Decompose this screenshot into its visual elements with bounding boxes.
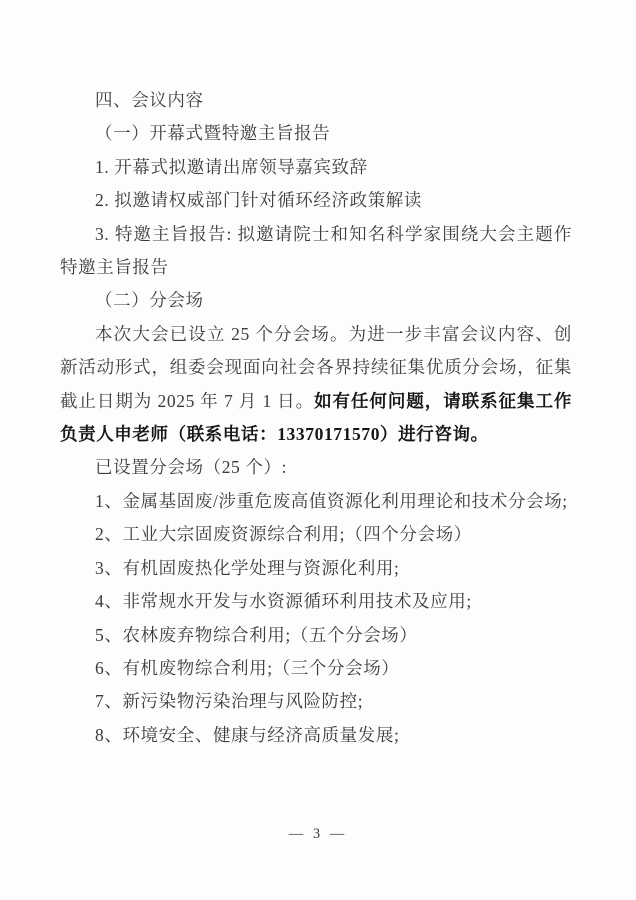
agenda-item: 2. 拟邀请权威部门针对循环经济政策解读 bbox=[95, 190, 422, 211]
venue-paragraph-bold-text: 如有任何问题，请联系征集工作负责人申老师（联系电话：13370171570）进行咨询。 bbox=[60, 390, 572, 445]
venue-list-intro: 已设置分会场（25 个）: bbox=[95, 457, 288, 478]
venue-list-item: 1、金属基固废/涉重危废高值资源化利用理论和技术分会场; bbox=[95, 490, 568, 511]
venue-list-item: 5、农林废弃物综合利用;（五个分会场） bbox=[95, 624, 418, 645]
venue-list-item: 2、工业大宗固废资源综合利用;（四个分会场） bbox=[95, 524, 472, 545]
agenda-item: 3. 特邀主旨报告: 拟邀请院士和知名科学家围绕大会主题作特邀主旨报告 bbox=[60, 223, 572, 278]
venue-recruitment-paragraph bbox=[60, 318, 572, 452]
page-number: — 3 — bbox=[288, 826, 348, 842]
venue-list-item: 3、有机固废热化学处理与资源化利用; bbox=[95, 557, 400, 578]
section-heading: 四、会议内容 bbox=[95, 90, 204, 110]
venue-list bbox=[60, 485, 572, 752]
agenda-item: 1. 开幕式拟邀请出席领导嘉宾致辞 bbox=[95, 156, 368, 177]
venue-list-item: 7、新污染物污染治理与风险防控; bbox=[95, 691, 364, 712]
venue-paragraph-normal-text: 本次大会已设立 25 个分会场。为进一步丰富会议内容、创新活动形式，组委会现面向社会各界持续征集优质分会场，征集截止日期为 2025 年 7 月 1 日。 bbox=[60, 323, 572, 411]
venue-list-item: 4、非常规水开发与水资源循环利用技术及应用; bbox=[95, 591, 472, 612]
subsection-2-title: （二）分会场 bbox=[95, 290, 204, 311]
venue-list-item: 6、有机废物综合利用;（三个分会场） bbox=[95, 657, 400, 678]
subsection-1-title: （一）开幕式暨特邀主旨报告 bbox=[95, 123, 331, 144]
page-footer bbox=[0, 826, 636, 843]
venue-list-item: 8、环境安全、健康与经济高质量发展; bbox=[95, 724, 400, 745]
document-body bbox=[60, 84, 572, 752]
subsection-1-items bbox=[60, 151, 572, 285]
